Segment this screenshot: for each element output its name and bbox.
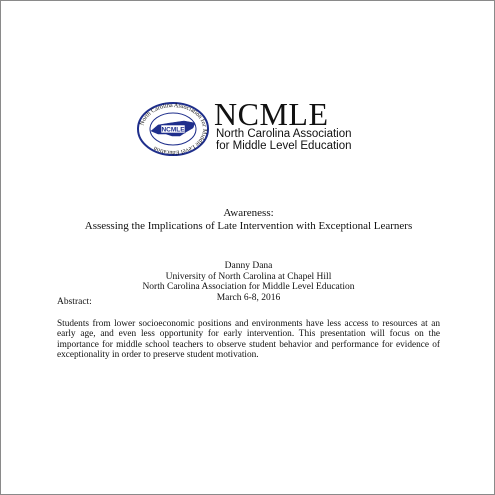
title-line1: Awareness:: [223, 207, 274, 219]
abstract-label: Abstract:: [57, 297, 92, 307]
title-line2: Assessing the Implications of Late Intervention with Exceptional Learners: [84, 220, 413, 232]
presentation-title: [21, 207, 476, 233]
presentation-date: March 6-8, 2016: [216, 292, 281, 303]
abstract-text: Students from lower socioeconomic positions and environments have less access to resources at an early age, and even less opportunity for early intervention. This presentation will focus on the importance for middle school teachers to observe student behavior and performance for evidence of exceptionality in order to preserve student motivation.: [57, 319, 440, 361]
ncmle-seal-icon: [136, 101, 210, 157]
logo-name-line2: for Middle Level Education: [216, 140, 352, 152]
author-name: Danny Dana: [224, 261, 273, 271]
seal-ring-text: North Carolina Association for Middle Level Education: [138, 101, 209, 157]
ncmle-logo: [136, 96, 366, 157]
author-affiliation: University of North Carolina at Chapel Hill: [165, 271, 332, 282]
seal-center-text: NCMLE: [161, 126, 185, 134]
logo-acronym: NCMLE: [214, 96, 329, 132]
logo-name-line1: North Carolina Association: [216, 128, 352, 140]
author-organization: North Carolina Association for Middle Level Education: [142, 282, 355, 292]
